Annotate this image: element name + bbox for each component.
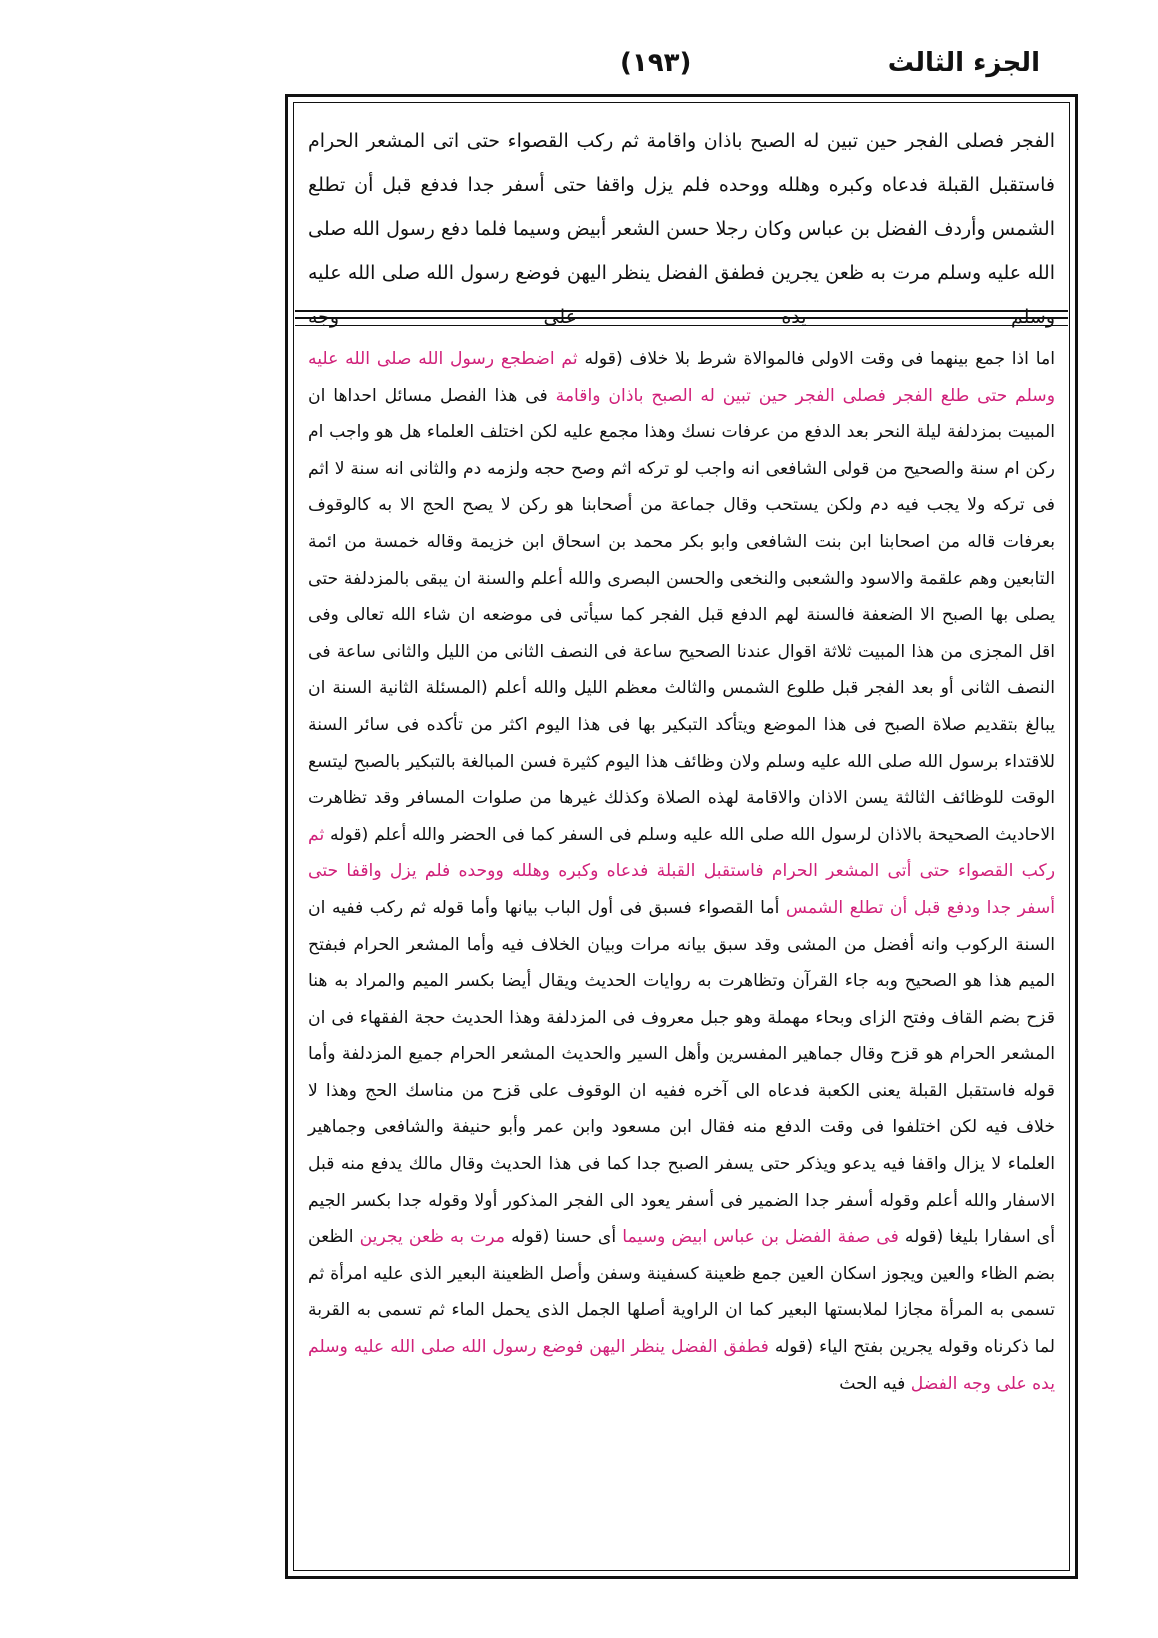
commentary-highlight: ثم اضطجع رسول الله صلى الله عليه وسلم حتى طلع الفجر فصلى الفجر حين تبين له الصبح باذان واقامة	[308, 349, 1055, 406]
hadith-text: الفجر فصلى الفجر حين تبين له الصبح باذان واقامة ثم ركب القصواء حتى اتى المشعر الحرام فاستقبل القبلة فدعاه وكبره وهلله ووحده فلم يزل واقفا حتى أسفر جدا فدفع قبل أن تطلع الشمس وأردف الفضل بن عباس وكان رجلا حسن الشعر أبيض وسيما فلما دفع رسول الله صلى الله عليه وسلم مرت به ظعن يجرين فطفق الفضل ينظر اليهن فوضع رسول الله صلى الله عليه وسلم يده على وجه	[308, 130, 1055, 328]
commentary-highlight: فى صفة الفضل بن عباس ابيض وسيما	[622, 1227, 899, 1248]
section-divider-inner	[295, 317, 1068, 319]
running-title: الجزء الثالث	[887, 48, 1040, 78]
commentary-text	[308, 341, 1055, 1562]
commentary-segment: فى هذا الفصل مسائل احداها ان المبيت بمزدلفة ليلة النحر بعد الدفع من عرفات نسك وهذا مجمع عليه لكن اختلف العلماء هل هو واجب ام ركن ام سنة والصحيح من قولى الشافعى انه واجب لو تركه اثم وصح حجه ولزمه دم والثانى انه سنة لا اثم فى تركه ولا يجب فيه دم ولكن يستحب وقال جماعة من أصحابنا هو ركن لا يصح الحج الا به كالوقوف بعرفات قاله من اصحابنا ابن بنت الشافعى وابو بكر محمد بن اسحاق ابن خزيمة وقاله خمسة من ائمة التابعين وهم علقمة والاسود والشعبى والنخعى والحسن البصرى والله أعلم والسنة ان يبقى بالمزدلفة حتى يصلى بها الصبح الا الضعفة فالسنة لهم الدفع قبل الفجر كما سيأتى فى موضعه ان شاء الله تعالى وفى اقل المجزى من هذا المبيت ثلاثة اقوال عندنا الصحيح ساعة فى النصف الثانى من الليل والثانى ساعة فى النصف الثانى أو بعد الفجر قبل طلوع الشمس والثالث معظم الليل والله أعلم (المسئلة الثانية السنة ان يبالغ بتقديم صلاة الصبح فى هذا الموضع ويتأكد التبكير بها فى هذا اليوم اكثر من تأكده فى سائر السنة للاقتداء برسول الله صلى الله عليه وسلم ولان وظائف هذا اليوم كثيرة فسن المبالغة بالتبكير بالصبح ليتسع الوقت للوظائف الثالثة يسن الاذان والاقامة لهذه الصلاة وكذلك غيرها من صلوات المسافر وقد تظاهرت الاحاديث الصحيحة بالاذان لرسول الله صلى الله عليه وسلم فى السفر كما فى الحضر والله أعلم	[308, 385, 1055, 845]
commentary-highlight: مرت به ظعن يجرين	[359, 1227, 505, 1248]
commentary-segment: اما اذا جمع بينهما فى وقت الاولى فالموالاة شرط بلا خلاف	[622, 349, 1055, 369]
commentary-segment: أما القصواء فسبق فى أول الباب بيانها وأما قوله ثم ركب ففيه ان السنة الركوب وانه أفضل من المشى وقد سبق بيانه مرات وبيان الخلاف فيه وأما المشعر الحرام فبفتح الميم هذا هو الصحيح وبه جاء القرآن وتظاهرت به روايات الحديث ويقال أيضا بكسر الميم والمراد به هنا قزح بضم القاف وفتح الزاى وبحاء مهملة وهو جبل معروف فى المزدلفة وهذا الحديث حجة الفقهاء فى ان المشعر الحرام هو قزح وقال جماهير المفسرين وأهل السير والحديث المشعر الحرام جميع المزدلفة وأما قوله فاستقبل القبلة يعنى الكعبة فدعاه الى آخره ففيه ان الوقوف على قزح من مناسك الحج وهذا لا خلاف فيه لكن اختلفوا فى وقت الدفع منه فقال ابن مسعود وابن عمر وأبو حنيفة والشافعى وجماهير العلماء لا يزال واقفا فيه يدعو ويذكر حتى يسفر الصبح جدا كما فى هذا الحديث وقال مالك يدفع منه قبل الاسفار والله أعلم وقوله أسفر جدا الضمير فى أسفر يعود الى الفجر المذكور أولا وقوله جدا بكسر الجيم أى اسفارا بليغا	[308, 897, 1056, 1248]
commentary-segment: فيه الحث	[839, 1373, 911, 1394]
commentary-highlight: ثم ركب القصواء حتى أتى المشعر الحرام فاستقبل القبلة فدعاه وكبره وهلله ووحده فلم يزل واقفا حتى أسفر جدا ودفع قبل أن تطلع الشمس	[308, 824, 1055, 918]
commentary-segment: (قوله	[898, 1227, 944, 1248]
page-frame	[285, 94, 1078, 1579]
page-number: (١٩٣)	[620, 48, 692, 78]
commentary-segment: أى حسنا	[549, 1227, 623, 1248]
section-divider	[295, 310, 1068, 312]
commentary-segment: (قوله	[324, 824, 369, 845]
commentary-highlight: فطفق الفضل ينظر اليهن فوضع رسول الله صلى الله عليه وسلم يده على وجه الفضل	[308, 1337, 1055, 1394]
commentary-segment: الظعن بضم الظاء والعين ويجوز اسكان العين جمع ظعينة كسفينة وسفن وأصل الظعينة البعير الذى عليه امرأة ثم تسمى به المرأة مجازا لملابستها البعير كما ان الراوية أصلها الجمل الذى يحمل الماء ثم تسمى به القربة لما ذكرناه وقوله يجرين بفتح الياء	[308, 1227, 1055, 1358]
commentary-segment: (قوله	[505, 1227, 550, 1248]
commentary-segment: (قوله	[577, 349, 623, 369]
section-divider-thin	[295, 325, 1068, 326]
page-header	[280, 48, 1080, 88]
commentary-segment: (قوله	[768, 1337, 814, 1358]
